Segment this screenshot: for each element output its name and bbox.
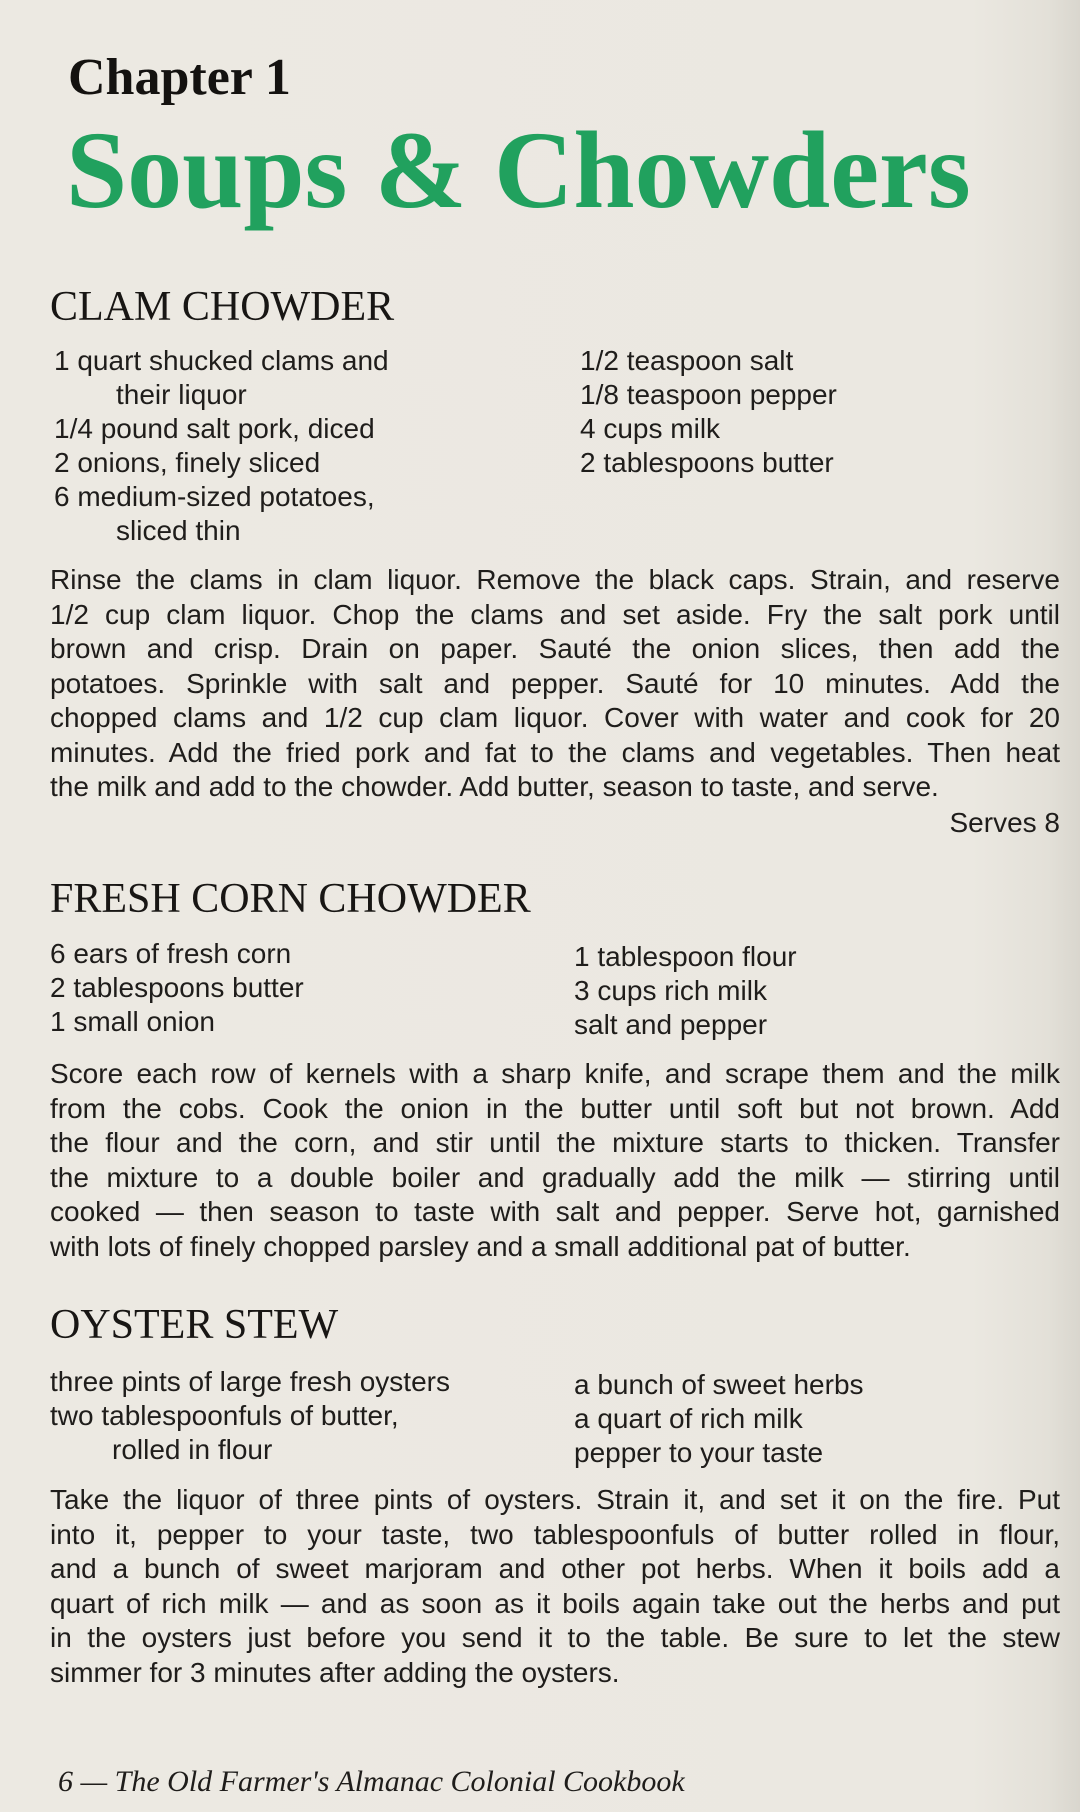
method-line: Score each row of kernels with a sharp knife, and scrape them and the milk (50, 1058, 1060, 1089)
method-line: brown and crisp. Drain on paper. Sauté the onion slices, then add the (50, 633, 1060, 664)
ingredient-line: salt and pepper (574, 1009, 768, 1040)
ingredient-line: 6 medium-sized potatoes, (54, 481, 375, 512)
chapter-title: Soups & Chowders (66, 109, 971, 231)
method-line: chopped clams and 1/2 cup clam liquor. Cover with water and cook for 20 (50, 702, 1060, 733)
method-line: Rinse the clams in clam liquor. Remove the black caps. Strain, and reserve (50, 564, 1060, 595)
method-fresh-corn-chowder (50, 1057, 1060, 1264)
method-line: minutes. Add the fried pork and fat to the clams and vegetables. Then heat (50, 736, 1060, 768)
method-line: 1/2 cup clam liquor. Chop the clams and set aside. Fry the salt pork until (50, 598, 1060, 630)
method-line: simmer for 3 minutes after adding the oysters. (50, 1656, 620, 1688)
ingredient-line: two tablespoonfuls of butter, (50, 1400, 399, 1431)
ingredient-line: sliced thin (116, 515, 241, 546)
ingredients-right-oyster-stew (574, 1368, 864, 1470)
chapter-label: Chapter 1 (68, 49, 291, 106)
ingredient-line: 2 tablespoons butter (50, 972, 304, 1003)
ingredient-line: their liquor (116, 379, 247, 410)
ingredients-left-clam-chowder (54, 344, 389, 548)
serves-label: Serves 8 (949, 807, 1060, 838)
ingredient-line: 1 small onion (50, 1006, 215, 1037)
ingredient-line: pepper to your taste (574, 1437, 824, 1468)
method-line: with lots of finely chopped parsley and a small additional pat of butter. (50, 1230, 911, 1262)
ingredients-right-fresh-corn-chowder (574, 940, 797, 1042)
ingredients-right-clam-chowder (580, 344, 837, 480)
method-line: from the cobs. Cook the onion in the butter until soft but not brown. Add (50, 1092, 1060, 1124)
ingredient-line: 6 ears of fresh corn (50, 938, 292, 969)
ingredient-line: 2 onions, finely sliced (54, 447, 321, 478)
method-line: and a bunch of sweet marjoram and other pot herbs. When it boils add a (50, 1553, 1060, 1584)
recipe-title-clam-chowder: CLAM CHOWDER (50, 284, 395, 330)
ingredient-line: 2 tablespoons butter (580, 447, 834, 478)
ingredient-line: 1 quart shucked clams and (54, 345, 389, 376)
method-line: the milk and add to the chowder. Add butter, season to taste, and serve. (50, 771, 939, 802)
ingredient-line: a bunch of sweet herbs (574, 1369, 864, 1400)
method-oyster-stew (50, 1483, 1060, 1690)
ingredients-left-fresh-corn-chowder (50, 937, 304, 1039)
ingredient-line: 1/4 pound salt pork, diced (54, 413, 375, 444)
method-line: cooked — then season to taste with salt and pepper. Serve hot, garnished (50, 1196, 1060, 1227)
ingredient-line: 1/2 teaspoon salt (580, 345, 794, 376)
ingredient-line: 1/8 teaspoon pepper (580, 379, 837, 410)
method-clam-chowder (50, 563, 1060, 805)
ingredient-line: 3 cups rich milk (574, 975, 767, 1006)
method-line: quart of rich milk — and as soon as it boils again take out the herbs and put (50, 1587, 1060, 1619)
recipe-title-oyster-stew: OYSTER STEW (50, 1302, 339, 1348)
ingredient-line: 4 cups milk (580, 413, 721, 444)
recipe-title-fresh-corn-chowder: FRESH CORN CHOWDER (50, 876, 531, 922)
ingredient-line: a quart of rich milk (574, 1403, 803, 1434)
page-footer: 6 — The Old Farmer's Almanac Colonial Cookbook (58, 1765, 685, 1798)
ingredient-line: three pints of large fresh oysters (50, 1366, 450, 1397)
method-line: potatoes. Sprinkle with salt and pepper. Sauté for 10 minutes. Add the (50, 667, 1060, 699)
method-line: the mixture to a double boiler and gradually add the milk — stirring until (50, 1161, 1060, 1193)
method-line: the flour and the corn, and stir until the mixture starts to thicken. Transfer (50, 1127, 1060, 1158)
method-line: into it, pepper to your taste, two tablespoonfuls of butter rolled in flour, (50, 1518, 1060, 1550)
ingredient-line: rolled in flour (112, 1434, 273, 1465)
method-line: Take the liquor of three pints of oysters. Strain it, and set it on the fire. Put (50, 1484, 1060, 1515)
ingredient-line: 1 tablespoon flour (574, 941, 797, 972)
ingredients-left-oyster-stew (50, 1365, 450, 1467)
method-line: in the oysters just before you send it to the table. Be sure to let the stew (50, 1622, 1060, 1653)
